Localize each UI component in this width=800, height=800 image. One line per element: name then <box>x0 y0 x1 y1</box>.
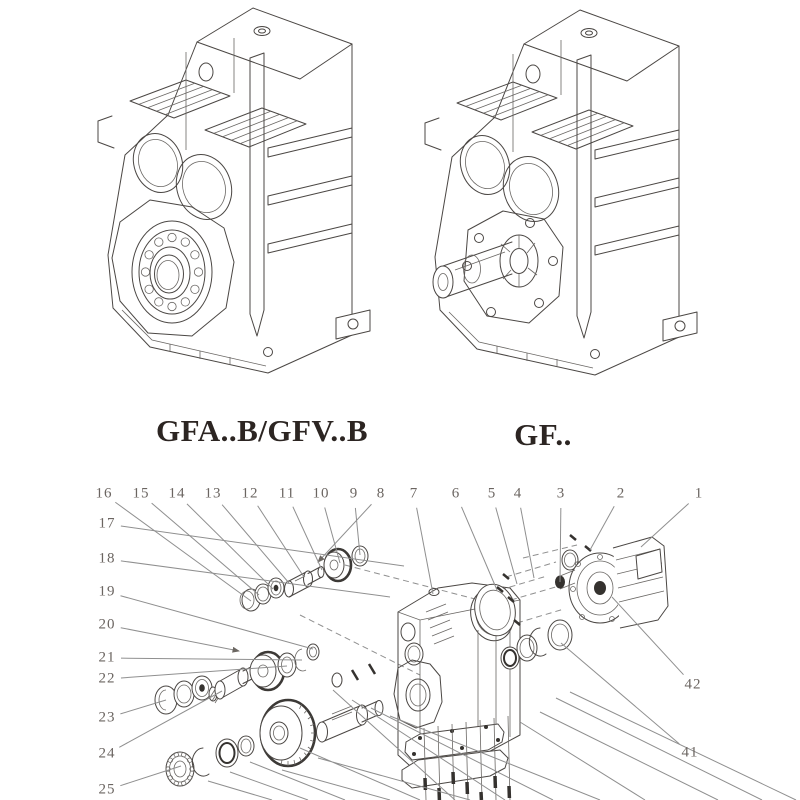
callout-number-13: 13 <box>204 485 222 502</box>
leader-line-23 <box>120 700 166 714</box>
callout-number-16: 16 <box>95 485 113 502</box>
callout-number-20: 20 <box>98 616 116 633</box>
leader-line-4 <box>521 508 534 578</box>
leader-line-42 <box>612 597 684 675</box>
callout-number-2: 2 <box>616 485 626 502</box>
callout-number-9: 9 <box>349 485 359 502</box>
callout-number-41: 41 <box>681 744 699 761</box>
leader-line-15 <box>152 503 259 595</box>
callout-number-1: 1 <box>694 485 704 502</box>
leader-line-11 <box>293 507 322 570</box>
leader-line-22 <box>121 666 287 678</box>
leader-line-24 <box>119 691 222 747</box>
callout-number-12: 12 <box>241 485 259 502</box>
leader-line-19 <box>120 596 313 649</box>
callout-number-4: 4 <box>513 485 523 502</box>
leader-line-20 <box>121 628 239 651</box>
leader-line-3 <box>560 508 561 582</box>
callout-number-25: 25 <box>98 781 116 798</box>
callout-number-24: 24 <box>98 745 116 762</box>
callout-number-19: 19 <box>98 583 116 600</box>
callout-number-23: 23 <box>98 709 116 726</box>
callout-number-6: 6 <box>451 485 461 502</box>
callout-number-17: 17 <box>98 515 116 532</box>
callout-number-11: 11 <box>278 485 296 502</box>
callout-number-8: 8 <box>376 485 386 502</box>
model-label-gf: GF.. <box>514 417 572 452</box>
leader-line-16 <box>115 502 251 601</box>
leader-line-7 <box>417 508 433 594</box>
callout-number-7: 7 <box>409 485 419 502</box>
leader-line-17 <box>121 526 404 566</box>
leader-line-25 <box>120 766 181 786</box>
callout-number-42: 42 <box>684 676 702 693</box>
callout-number-3: 3 <box>556 485 566 502</box>
leader-line-9 <box>355 508 360 555</box>
leader-line-1 <box>641 503 689 547</box>
leader-line-6 <box>461 507 497 590</box>
leader-line-41 <box>561 643 679 744</box>
callout-number-5: 5 <box>487 485 497 502</box>
callout-number-22: 22 <box>98 670 116 687</box>
callout-number-14: 14 <box>168 485 186 502</box>
callout-number-21: 21 <box>98 649 116 666</box>
leader-line-2 <box>590 506 614 550</box>
callout-number-18: 18 <box>98 550 116 567</box>
model-label-gfab-gfv: GFA..B/GFV..B <box>155 413 369 448</box>
leader-line-5 <box>496 507 517 584</box>
callout-number-15: 15 <box>132 485 150 502</box>
callout-number-10: 10 <box>312 485 330 502</box>
leader-line-14 <box>187 504 273 589</box>
leader-line-21 <box>121 658 302 660</box>
